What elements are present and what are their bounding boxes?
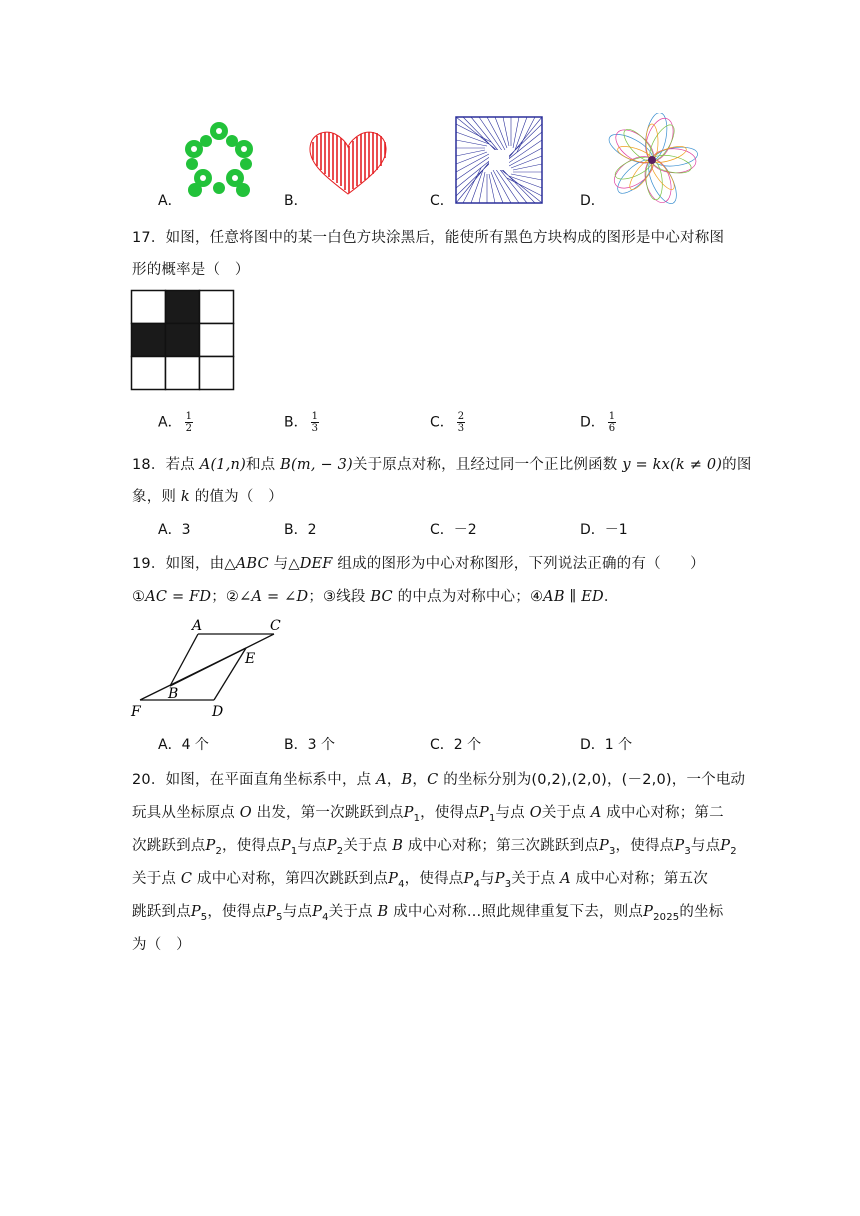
q16-option-d-image <box>602 113 702 205</box>
q17-line-1: 17．如图，任意将图中的某一白色方块涂黑后，能使所有黑色方块构成的图形是中心对称图 <box>132 230 725 246</box>
q17-option-a[interactable]: A． $\frac{1}{2}$ <box>158 411 192 434</box>
q19-option-c[interactable]: C．2 个 <box>430 737 482 753</box>
q16-option-c-image <box>455 116 543 204</box>
grid-cell-white <box>132 357 166 390</box>
q19-option-b[interactable]: B．3 个 <box>284 737 335 753</box>
q19-line-1: 19．如图，由△ABC 与△DEF 组成的图形为中心对称图形，下列说法正确的有（ ） <box>132 556 705 572</box>
q19-line-2: ①AC = FD；②∠A = ∠D；③线段 BC 的中点为对称中心；④AB ∥ ED． <box>132 589 619 605</box>
grid-cell-black <box>166 291 200 324</box>
q18-line-1: 18．若点 A(1,n)和点 B(m, − 3)关于原点对称，且经过同一个正比例函数 y = kx(k ≠ 0)的图 <box>132 457 752 473</box>
q17-line-2: 形的概率是（ ） <box>132 262 250 278</box>
q20-line-1: 20．如图，在平面直角坐标系中，点 A，B，C 的坐标分别为(0,2),(2,0)，(－2,0)，一个电动 <box>132 772 746 788</box>
q17-option-b[interactable]: B． $\frac{1}{3}$ <box>284 411 318 434</box>
grid-cell-black <box>166 324 200 357</box>
grid-cell-white <box>132 291 166 324</box>
grid-cell-white <box>200 324 234 357</box>
label-f: F <box>131 704 141 720</box>
q19-option-d[interactable]: D．1 个 <box>580 737 633 753</box>
q18-option-c[interactable]: C．－2 <box>430 522 477 538</box>
grid-cell-white <box>200 291 234 324</box>
q16-option-c-label: C． <box>430 193 454 209</box>
q17-option-d[interactable]: D． $\frac{1}{6}$ <box>580 411 616 434</box>
label-b: B <box>168 686 179 702</box>
q16-option-b-image <box>307 128 389 198</box>
q19-geometry-figure <box>128 614 292 720</box>
q19-option-a[interactable]: A．4 个 <box>158 737 209 753</box>
grid-cell-white <box>166 357 200 390</box>
q17-grid-figure <box>130 289 236 392</box>
label-e: E <box>245 651 256 667</box>
q20-line-5: 跳跃到点$P_5$，使得点$P_5$与点$P_4$关于点 B 成中心对称…照此规律重复下去，则点$P_{2025}$的坐标 <box>132 904 724 923</box>
label-d: D <box>212 704 224 720</box>
q16-option-d-label: D． <box>580 193 605 209</box>
q16-option-b-label: B． <box>284 193 308 209</box>
q16-option-a-image <box>178 118 260 202</box>
q16-option-a-label: A． <box>158 193 182 209</box>
grid-cell-white <box>200 357 234 390</box>
q17-option-c[interactable]: C． $\frac{2}{3}$ <box>430 411 465 434</box>
label-a: A <box>192 618 203 634</box>
q18-option-b[interactable]: B．2 <box>284 522 317 538</box>
q20-line-3: 次跳跃到点$P_2$，使得点$P_1$与点$P_2$关于点 B 成中心对称；第三次跳跃到点$P_3$，使得点$P_3$与点$P_2$ <box>132 838 737 857</box>
q20-line-2: 玩具从坐标原点 O 出发，第一次跳跃到点$P_1$，使得点$P_1$与点 O关于点 A 成中心对称；第二 <box>132 805 724 824</box>
grid-cell-black <box>132 324 166 357</box>
q20-line-4: 关于点 C 成中心对称，第四次跳跃到点$P_4$，使得点$P_4$与$P_3$关于点 A 成中心对称；第五次 <box>132 871 708 890</box>
q18-line-2: 象，则 k 的值为（ ） <box>132 489 283 505</box>
q18-option-a[interactable]: A．3 <box>158 522 191 538</box>
q18-option-d[interactable]: D．－1 <box>580 522 628 538</box>
q20-line-6: 为（ ） <box>132 937 191 953</box>
label-c: C <box>270 618 281 634</box>
